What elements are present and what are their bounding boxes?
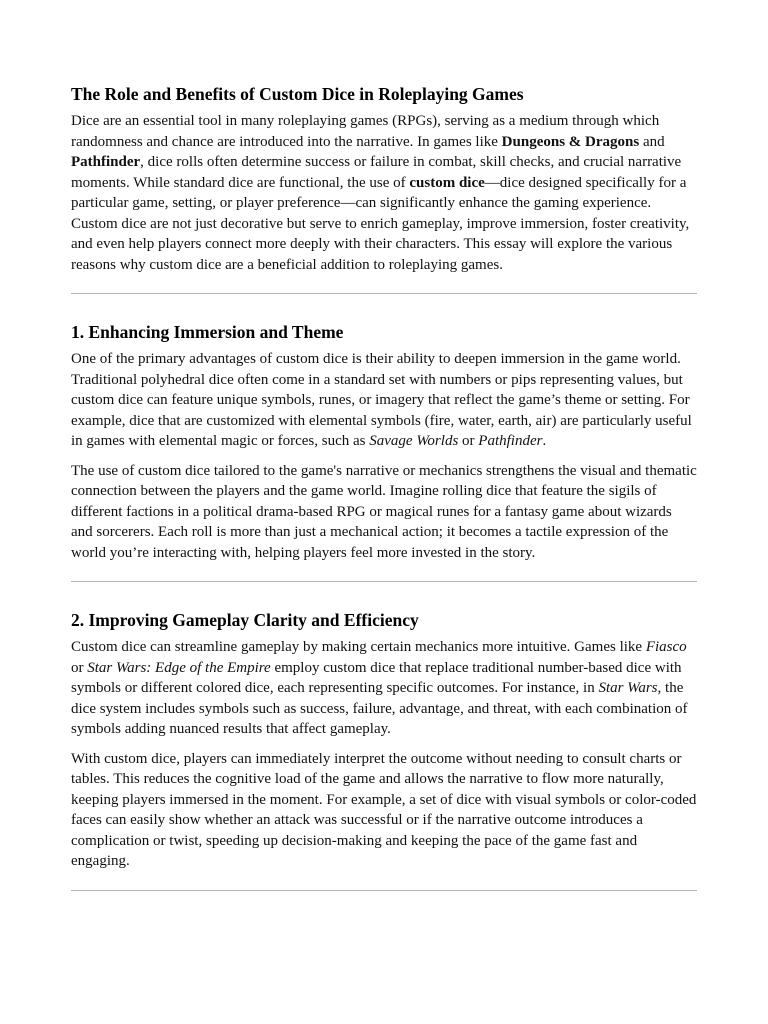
section1-heading: 1. Enhancing Immersion and Theme (71, 322, 344, 342)
section2-paragraph-1 (71, 637, 697, 740)
s2p1-italic-fiasco: Fiasco (645, 639, 687, 655)
intro-text-2: and (639, 133, 665, 150)
section1-paragraph-1 (71, 349, 697, 452)
intro-text-1: Dice are an essential tool in many roleplaying games (RPGs), serving as a medium through which randomness and chance are introduced into the narrative. In games like (71, 113, 660, 150)
section-divider-2 (71, 581, 697, 582)
s2p1-italic-star-wars-edge: Star Wars: Edge of the Empire (87, 659, 271, 676)
intro-bold-pathfinder: Pathfinder (71, 154, 141, 170)
s1p1-italic-savage-worlds: Savage Worlds (369, 433, 459, 449)
s1p1-text-2: or (458, 433, 479, 449)
section-divider-1 (71, 293, 697, 294)
section-divider-3 (71, 890, 697, 891)
s2p1-text-3: employ custom dice that replace traditional number-based dice with symbols or different colored dice, each representing specific outcomes. For instance, in (71, 659, 682, 696)
section2-paragraph-2: With custom dice, players can immediately interpret the outcome without needing to consult charts or tables. This reduces the cognitive load of the game and allows the narrative to flow more naturally, keeping players immersed in the moment. For example, a set of dice with visual symbols or color-coded faces can easily show whether an attack was successful or if the narrative outcome introduces a complication or twist, speeding up decision-making and keeping the pace of the game fast and engaging. (71, 750, 697, 869)
s2p1-italic-star-wars: Star Wars (598, 680, 658, 696)
intro-bold-dnd: Dungeons & Dragons (501, 133, 640, 150)
section2-heading: 2. Improving Gameplay Clarity and Efficiency (71, 610, 419, 630)
intro-text-4: —dice designed specifically for a particular game, setting, or player preference—can significantly enhance the gaming experience. Custom dice are not just decorative but serve to enrich gameplay, improve immersion, foster creativity, and even help players connect more deeply with their characters. This essay will explore the various reasons why custom dice are a beneficial addition to roleplaying games. (71, 174, 690, 273)
s2p1-text-2: or (71, 659, 88, 676)
s2p1-text-4: , the dice system includes symbols such as success, failure, advantage, and threat, with each combination of symbols adding nuanced results that affect gameplay. (71, 680, 688, 737)
s2p1-text-1: Custom dice can streamline gameplay by making certain mechanics more intuitive. Games like (71, 639, 646, 655)
document-title: The Role and Benefits of Custom Dice in Roleplaying Games (71, 84, 524, 104)
s1p1-text-1: One of the primary advantages of custom dice is their ability to deepen immersion in the game world. Traditional polyhedral dice often come in a standard set with numbers or pips representing values, but custom dice can feature unique symbols, runes, or imagery that reflect the game’s theme or setting. For example, dice that are customized with elemental symbols (fire, water, earth, air) are particularly useful in games with elemental magic or forces, such as (71, 351, 692, 449)
intro-bold-custom-dice: custom dice (409, 174, 485, 191)
s1p1-text-3: . (542, 433, 547, 449)
section1-paragraph-2: The use of custom dice tailored to the game's narrative or mechanics strengthens the visual and thematic connection between the players and the game world. Imagine rolling dice that feature the sigils of different factions in a political drama-based RPG or magical runes for a fantasy game about wizards and sorcerers. Each roll is more than just a mechanical action; it becomes a tactile expression of the world you’re interacting with, helping players feel more invested in the story. (71, 462, 697, 561)
s1p1-italic-pathfinder: Pathfinder (478, 433, 543, 449)
intro-text-3: , dice rolls often determine success or failure in combat, skill checks, and crucial narrative moments. While standard dice are functional, the use of (71, 154, 682, 191)
intro-paragraph (71, 111, 697, 275)
